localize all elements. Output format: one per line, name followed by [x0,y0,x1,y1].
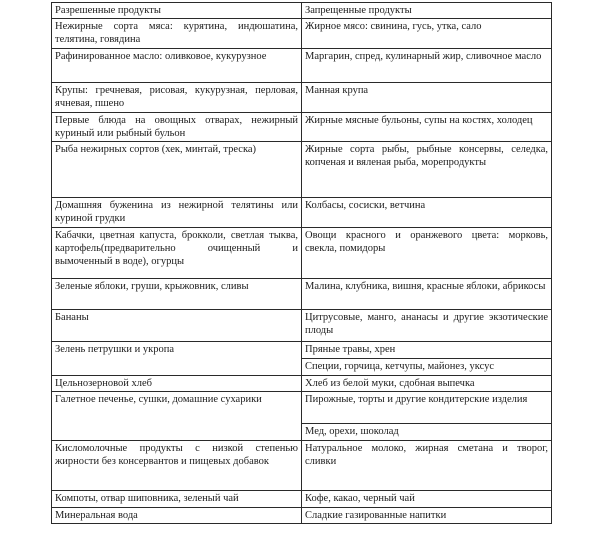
forbidden-cell: Пирожные, торты и другие кондитерские изделия [302,392,552,424]
allowed-cell: Кисломолочные продукты с низкой степенью жирности без консервантов и пищевых добавок [52,441,302,491]
allowed-cell: Рафинированное масло: оливковое, кукурузное [52,49,302,83]
table-row [52,83,552,113]
forbidden-cell: Жирные сорта рыбы, рыбные консервы, селедка, копченая и вяленая рыба, морепродукты [302,142,552,198]
table-row [52,279,552,310]
forbidden-cell: Жирное мясо: свинина, гусь, утка, сало [302,19,552,49]
forbidden-cell: Натуральное молоко, жирная сметана и творог, сливки [302,441,552,491]
diet-products-table [51,2,552,524]
forbidden-cell: Пряные травы, хрен [302,342,552,359]
allowed-cell: Компоты, отвар шиповника, зеленый чай [52,491,302,508]
allowed-cell: Бананы [52,310,302,342]
forbidden-cell: Колбасы, сосиски, ветчина [302,198,552,228]
allowed-cell: Первые блюда на овощных отварах, нежирный куриный или рыбный бульон [52,113,302,142]
table-row [52,441,552,491]
table-row [52,310,552,342]
forbidden-cell: Сладкие газированные напитки [302,508,552,524]
forbidden-cell: Овощи красного и оранжевого цвета: морковь, свекла, помидоры [302,228,552,279]
forbidden-cell: Малина, клубника, вишня, красные яблоки, абрикосы [302,279,552,310]
table-row [52,508,552,524]
table-row [52,19,552,49]
table-row [52,198,552,228]
table-row [52,491,552,508]
forbidden-cell: Манная крупа [302,83,552,113]
allowed-cell: Зелень петрушки и укропа [52,342,302,376]
allowed-cell: Цельнозерновой хлеб [52,376,302,392]
forbidden-cell: Маргарин, спред, кулинарный жир, сливочное масло [302,49,552,83]
header-forbidden: Запрещенные продукты [302,3,552,19]
allowed-cell: Рыба нежирных сортов (хек, минтай, треска) [52,142,302,198]
forbidden-cell: Мед, орехи, шоколад [302,424,552,441]
table-header-row [52,3,552,19]
table-row [52,49,552,83]
forbidden-cell: Жирные мясные бульоны, супы на костях, холодец [302,113,552,142]
table-row [52,342,552,359]
table-row [52,392,552,424]
header-allowed: Разрешенные продукты [52,3,302,19]
allowed-cell: Нежирные сорта мяса: курятина, индюшатина, телятина, говядина [52,19,302,49]
allowed-cell: Зеленые яблоки, груши, крыжовник, сливы [52,279,302,310]
forbidden-cell: Цитрусовые, манго, ананасы и другие экзотические плоды [302,310,552,342]
forbidden-cell: Кофе, какао, черный чай [302,491,552,508]
allowed-cell: Галетное печенье, сушки, домашние сухарики [52,392,302,441]
forbidden-cell: Специи, горчица, кетчупы, майонез, уксус [302,359,552,376]
forbidden-cell: Хлеб из белой муки, сдобная выпечка [302,376,552,392]
allowed-cell: Домашняя буженина из нежирной телятины или куриной грудки [52,198,302,228]
allowed-cell: Минеральная вода [52,508,302,524]
allowed-cell: Кабачки, цветная капуста, брокколи, светлая тыква, картофель(предварительно очищенный и вымоченный в воде), огурцы [52,228,302,279]
table-row [52,228,552,279]
table-row [52,142,552,198]
table-row [52,113,552,142]
table-row [52,376,552,392]
allowed-cell: Крупы: гречневая, рисовая, кукурузная, перловая, ячневая, пшено [52,83,302,113]
